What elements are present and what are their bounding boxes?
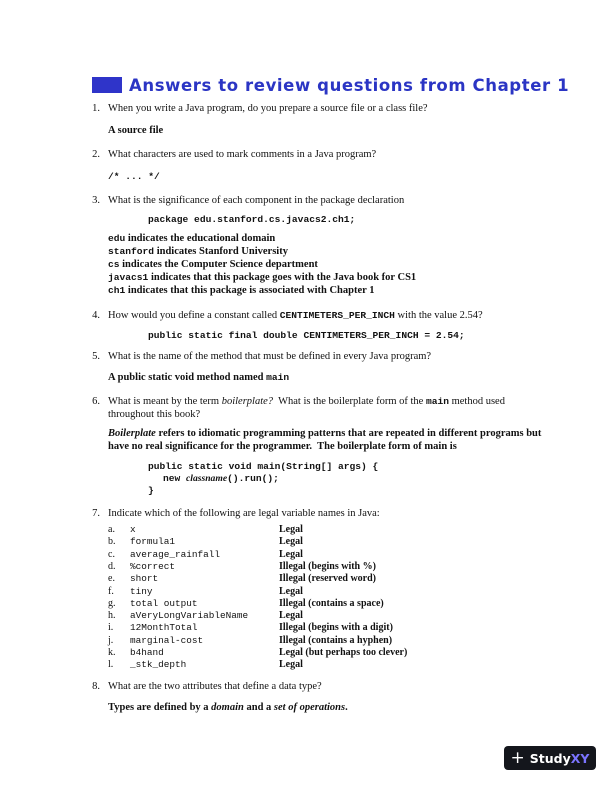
- q7-number: 7.: [92, 508, 100, 519]
- q6-question-line1: What is meant by the term boilerplate? What is the boilerplate form of the main method used: [108, 396, 505, 407]
- q3-code: package edu.stanford.cs.javacs2.ch1;: [148, 214, 356, 225]
- q7-row-letter: c.: [108, 548, 115, 560]
- q7-row-name: total output: [130, 597, 198, 609]
- q7-row-letter: i.: [108, 622, 114, 634]
- q7-row-name: x: [130, 524, 136, 535]
- q7-row-letter: b.: [108, 536, 116, 548]
- q7-row-letter: l.: [108, 659, 114, 671]
- q7-row-verdict: Illegal (contains a hyphen): [279, 634, 393, 646]
- logo-text-xy: XY: [570, 750, 590, 766]
- q7-row-verdict: Legal: [279, 610, 303, 622]
- q6-code-line2: new classname().run();: [163, 473, 279, 484]
- q3-number: 3.: [92, 195, 100, 206]
- q7-row-verdict: Illegal (reserved word): [279, 573, 377, 585]
- q2-question: What characters are used to mark comments in a Java program?: [108, 149, 377, 160]
- q7-row-letter: e.: [108, 573, 115, 585]
- q5-answer: A public static void method named main: [108, 372, 290, 383]
- q7-row-name: short: [130, 573, 159, 585]
- q7-row-letter: f.: [108, 585, 114, 597]
- q7-row-letter: j.: [108, 634, 114, 646]
- q5-question: What is the name of the method that must be defined in every Java program?: [108, 351, 432, 362]
- q3-item: cs indicates the Computer Science department: [108, 259, 318, 270]
- q7-row-name: %correct: [130, 560, 176, 572]
- q7-row-verdict: Legal: [279, 585, 303, 597]
- q7-row-name: tiny: [130, 585, 153, 597]
- q7-row-name: 12MonthTotal: [130, 622, 198, 634]
- q7-row-letter: g.: [108, 597, 116, 609]
- q7-row-verdict: Legal (but perhaps too clever): [279, 647, 408, 658]
- q6-number: 6.: [92, 396, 100, 407]
- page-header: [92, 75, 569, 95]
- q2-number: 2.: [92, 149, 100, 160]
- plus-icon: +: [510, 748, 525, 768]
- q4-code: public static final double CENTIMETERS_PER_INCH = 2.54;: [148, 330, 465, 341]
- q7-row-name: marginal-cost: [130, 634, 204, 646]
- q7-question: Indicate which of the following are legal variable names in Java:: [108, 508, 380, 519]
- q7-row-letter: k.: [108, 647, 116, 658]
- q4-question: How would you define a constant called CENTIMETERS_PER_INCH with the value 2.54?: [108, 310, 483, 321]
- studyxy-logo[interactable]: [504, 746, 596, 770]
- q2-answer: /* ... */: [108, 171, 160, 182]
- q7-row-letter: a.: [108, 524, 115, 535]
- q7-row-name: formula1: [130, 536, 176, 548]
- q7-row-verdict: Illegal (contains a space): [279, 597, 384, 609]
- q7-row-verdict: Legal: [279, 536, 303, 548]
- q4-number: 4.: [92, 310, 100, 321]
- q1-question: When you write a Java program, do you prepare a source file or a class file?: [108, 103, 428, 114]
- q7-row-name: aVeryLongVariableName: [130, 610, 249, 622]
- page-title: Answers to review questions from Chapter 1: [129, 75, 570, 95]
- q3-question: What is the significance of each component in the package declaration: [108, 195, 405, 206]
- q7-row-name: b4hand: [130, 647, 164, 658]
- q6-question-line2: throughout this book?: [108, 409, 201, 420]
- q7-row-verdict: Legal: [279, 659, 303, 671]
- q8-answer: Types are defined by a domain and a set of operations.: [108, 702, 348, 713]
- header-accent-bar: [92, 77, 122, 93]
- q7-row-verdict: Illegal (begins with a digit): [279, 622, 393, 634]
- q3-item: javacs1 indicates that this package goes with the Java book for CS1: [108, 272, 417, 283]
- q7-row-letter: h.: [108, 610, 116, 622]
- q7-row-name: average_rainfall: [130, 548, 221, 560]
- q8-question: What are the two attributes that define a data type?: [108, 681, 322, 692]
- q6-code-line1: public static void main(String[] args) {: [148, 461, 379, 472]
- q7-row-verdict: Legal: [279, 524, 303, 535]
- logo-text-study: Study: [529, 750, 571, 766]
- q3-item: ch1 indicates that this package is associated with Chapter 1: [108, 285, 375, 296]
- q7-row-verdict: Illegal (begins with %): [279, 560, 376, 572]
- q6-code-line3: }: [148, 485, 154, 496]
- q1-answer: A source file: [108, 125, 164, 136]
- q1-number: 1.: [92, 103, 100, 114]
- q5-number: 5.: [92, 351, 100, 362]
- q3-item: edu indicates the educational domain: [108, 233, 276, 244]
- q8-number: 8.: [92, 681, 100, 692]
- q7-row-letter: d.: [108, 560, 116, 572]
- q7-row-verdict: Legal: [279, 548, 303, 560]
- q6-answer-line1: Boilerplate refers to idiomatic programming patterns that are repeated in different programs but: [108, 428, 542, 439]
- q6-answer-line2: have no real significance for the programmer. The boilerplate form of main is: [108, 441, 457, 452]
- q7-row-name: _stk_depth: [130, 659, 187, 671]
- q3-item: stanford indicates Stanford University: [108, 246, 288, 257]
